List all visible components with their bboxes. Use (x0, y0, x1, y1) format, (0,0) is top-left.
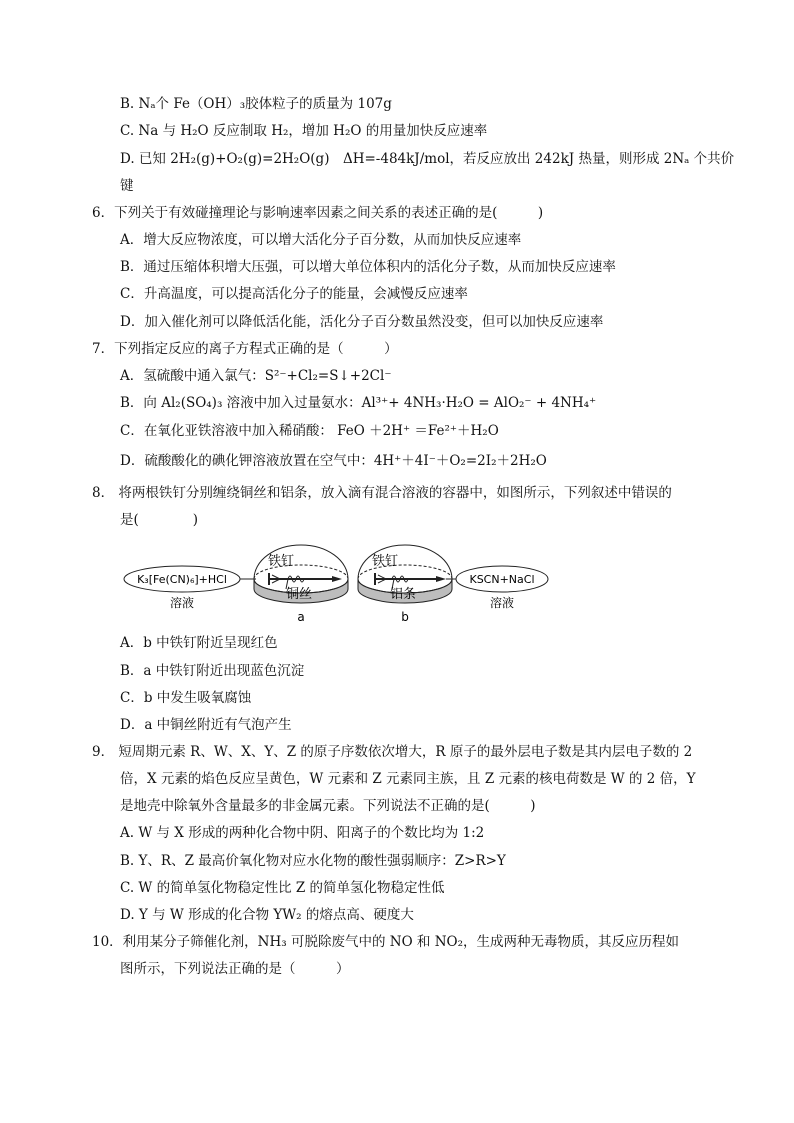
q9-option-a: A. W 与 X 形成的两种化合物中阴、阳离子的个数比均为 1:2 (120, 825, 485, 841)
corrosion-diagram (120, 535, 560, 629)
q8-stem-cont: 是( ) (120, 512, 199, 528)
q8-stem: 8． 将两根铁钉分别缠绕铜丝和铝条，放入滴有混合溶液的容器中，如图所示，下列叙述中错误的 (92, 485, 672, 501)
dish-b-nail-label: 铁钉 (372, 554, 399, 569)
q10-stem: 10．利用某分子筛催化剂，NH₃ 可脱除废气中的 NO 和 NO₂，生成两种无毒物质，其反应历程如 (92, 934, 680, 950)
q8-option-d: D．a 中铜丝附近有气泡产生 (120, 717, 292, 733)
right-solution-label: 溶液 (489, 596, 515, 610)
q6-stem: 6．下列关于有效碰撞理论与影响速率因素之间关系的表述正确的是( ) (92, 205, 544, 221)
q7-stem: 7．下列指定反应的离子方程式正确的是（ ） (92, 341, 398, 357)
q9-option-b: B. Y、R、Z 最高价氧化物对应水化物的酸性强弱顺序：Z>R>Y (120, 853, 506, 869)
q7-option-c: C．在氧化亚铁溶液中加入稀硝酸： FeO ＋2H⁺ ＝Fe²⁺＋H₂O (120, 423, 499, 439)
q9-stem-cont-1: 倍，X 元素的焰色反应呈黄色，W 元素和 Z 元素同主族，且 Z 元素的核电荷数是 W 的 2 倍，Y (120, 771, 696, 787)
dish-a-label: a (297, 610, 305, 624)
q9-option-c: C. W 的简单氢化物稳定性比 Z 的简单氢化物稳定性低 (120, 880, 445, 896)
q6-option-d: D．加入催化剂可以降低活化能，活化分子百分数虽然没变，但可以加快反应速率 (120, 314, 604, 330)
dish-a-wire-label: 铜丝 (286, 587, 313, 602)
q9-stem-cont-2: 是地壳中除氧外含量最多的非金属元素。下列说法不正确的是( ) (120, 798, 536, 814)
q6-option-a: A．增大反应物浓度，可以增大活化分子百分数，从而加快反应速率 (120, 232, 522, 248)
q9-stem: 9． 短周期元素 R、W、X、Y、Z 的原子序数依次增大，R 原子的最外层电子数是其内层电子数的 2 (92, 744, 693, 760)
q8-option-a: A．b 中铁钉附近呈现红色 (120, 635, 278, 651)
q9-option-d: D. Y 与 W 形成的化合物 YW₂ 的熔点高、硬度大 (120, 907, 414, 923)
q5-option-b: B. Nₐ个 Fe（OH）₃胶体粒子的质量为 107g (120, 96, 392, 112)
dish-b-wire-label: 铝条 (390, 587, 417, 602)
right-reagent-label: KSCN+NaCl (469, 573, 535, 586)
q6-option-c: C．升高温度，可以提高活化分子的能量，会减慢反应速率 (120, 286, 468, 302)
q5-option-d-cont: 键 (120, 178, 134, 194)
q7-option-a: A．氢硫酸中通入氯气：S²⁻+Cl₂=S↓+2Cl⁻ (120, 368, 392, 384)
q5-option-c: C. Na 与 H₂O 反应制取 H₂，增加 H₂O 的用量加快反应速率 (120, 123, 488, 139)
q7-option-b: B．向 Al₂(SO₄)₃ 溶液中加入过量氨水：Al³⁺+ 4NH₃·H₂O = AlO₂⁻ + 4NH₄⁺ (120, 395, 597, 411)
left-reagent-label: K₃[Fe(CN)₆]+HCl (137, 573, 227, 586)
dish-b-label: b (401, 610, 409, 624)
dish-a-nail-label: 铁钉 (268, 554, 295, 569)
q5-option-d: D. 已知 2H₂(g)+O₂(g)=2H₂O(g) ΔH=-484kJ/mol，若反应放出 242kJ 热量，则形成 2Nₐ 个共价 (120, 151, 735, 167)
q7-option-d: D．硫酸酸化的碘化钾溶液放置在空气中：4H⁺＋4I⁻＋O₂=2I₂＋2H₂O (120, 453, 547, 469)
q8-option-c: C．b 中发生吸氧腐蚀 (120, 690, 252, 706)
q10-stem-cont: 图所示，下列说法正确的是（ ） (120, 961, 350, 977)
q8-option-b: B．a 中铁钉附近出现蓝色沉淀 (120, 663, 305, 679)
left-solution-label: 溶液 (169, 596, 195, 610)
q6-option-b: B．通过压缩体积增大压强，可以增大单位体积内的活化分子数，从而加快反应速率 (120, 259, 616, 275)
